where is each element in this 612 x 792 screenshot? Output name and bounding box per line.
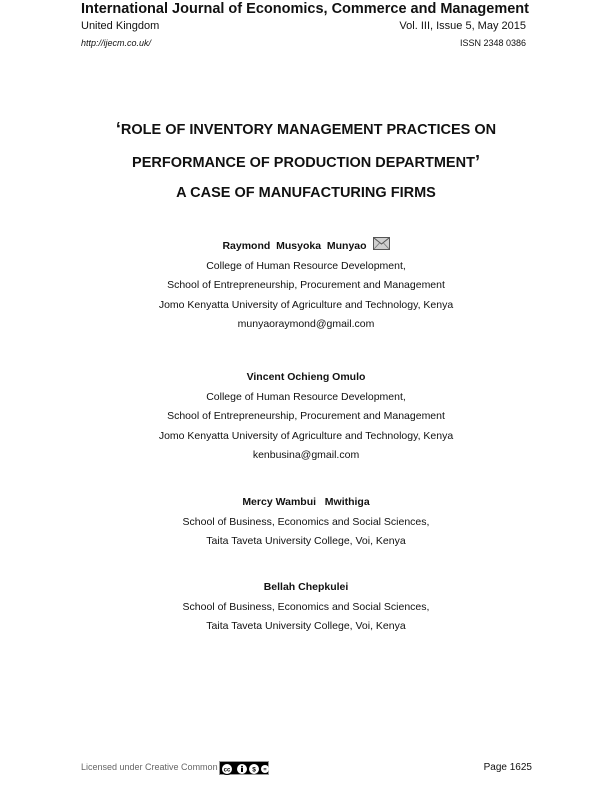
title-line-1-text: ROLE OF INVENTORY MANAGEMENT PRACTICES ON (120, 122, 497, 138)
paper-title-line-2 (0, 152, 612, 173)
author-email[interactable]: munyaoraymond@gmail.com (237, 318, 375, 330)
page-number: Page 1625 (483, 762, 532, 773)
creative-commons-badge[interactable] (219, 761, 269, 775)
journal-issn: ISSN 2348 0386 (459, 38, 526, 48)
svg-text:cc: cc (223, 767, 231, 774)
author-block-2 (0, 368, 612, 466)
author-name-row (0, 237, 612, 257)
paper-title-line-3: A CASE OF MANUFACTURING FIRMS (176, 185, 436, 201)
author-name: Mercy Wambui Mwithiga (242, 496, 370, 508)
author-affiliation: Taita Taveta University College, Voi, Kenya (206, 535, 406, 547)
title-line-2-text: PERFORMANCE OF PRODUCTION DEPARTMENT (132, 155, 475, 171)
author-affiliation: Jomo Kenyatta University of Agriculture and Technology, Kenya (158, 429, 454, 442)
journal-country: United Kingdom (81, 20, 160, 32)
paper-title-line-1 (0, 119, 612, 140)
author-name: Raymond Musyoka Munyao (222, 240, 367, 252)
envelope-icon[interactable] (373, 237, 390, 250)
journal-url[interactable]: http://ijecm.co.uk/ (81, 38, 152, 48)
author-name: Vincent Ochieng Omulo (246, 371, 366, 383)
author-block-3 (0, 493, 612, 552)
svg-text:=: = (263, 767, 267, 773)
author-affiliation: School of Entrepreneurship, Procurement and Management (167, 410, 445, 422)
journal-issue: Vol. III, Issue 5, May 2015 (399, 20, 526, 32)
author-affiliation: College of Human Resource Development, (206, 259, 406, 272)
author-block-4 (0, 578, 612, 637)
author-affiliation: Taita Taveta University College, Voi, Kenya (206, 620, 406, 632)
title-close-quote: ’ (474, 152, 480, 172)
title-open-quote: ‘ (115, 119, 121, 139)
author-affiliation: School of Entrepreneurship, Procurement and Management (167, 279, 445, 291)
svg-text:$: $ (252, 766, 256, 774)
author-affiliation: School of Business, Economics and Social Sciences, (182, 515, 430, 528)
author-affiliation: School of Business, Economics and Social Sciences, (182, 600, 430, 613)
author-block-1 (0, 237, 612, 335)
author-affiliation: Jomo Kenyatta University of Agriculture and Technology, Kenya (158, 298, 454, 311)
license-text: Licensed under Creative Common (81, 762, 218, 772)
journal-title: International Journal of Economics, Commerce and Management (81, 1, 529, 17)
author-email[interactable]: kenbusina@gmail.com (252, 449, 360, 461)
author-affiliation: College of Human Resource Development, (206, 390, 406, 403)
author-name: Bellah Chepkulei (263, 581, 349, 593)
